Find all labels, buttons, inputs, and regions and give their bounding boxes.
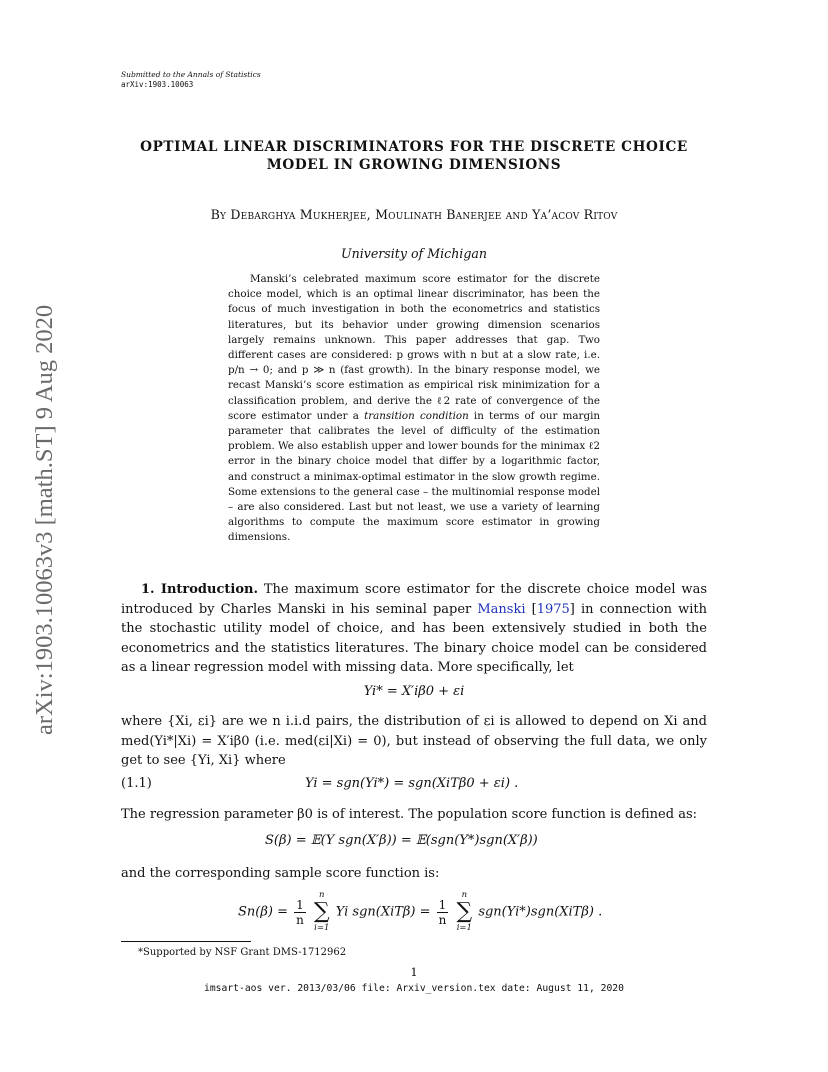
equation-number: (1.1) [121, 776, 152, 791]
intro-text-a: The maximum score estimator for the discrete choice model was introduced by Charles Manski in his seminal paper [121, 582, 707, 617]
fraction-denominator: n [438, 912, 447, 927]
sample-score-term-1: Yi sgn(XiTβ) = [335, 904, 431, 920]
equation-1-1: Yi = sgn(Yi*) = sgn(XiTβ0 + εi) . [305, 776, 519, 791]
paper-title-line-1: OPTIMAL LINEAR DISCRIMINATORS FOR THE DISCRETE CHOICE [140, 139, 688, 155]
page-number: 1 [410, 965, 418, 979]
sum-upper-limit: n [319, 890, 325, 900]
abstract-paragraph [228, 272, 600, 546]
arxiv-identifier [121, 80, 193, 89]
abstract-text-a: Manski’s celebrated maximum score estimator for the discrete choice model, which is an optimal linear discriminator, has been the focus of much investigation in both the econometrics and statistics literatures, but its behavior under growing dimension scenarios largely remains unknown. This paper addresses that gap. Two different cases are considered: p grows with n but at a slow rate, i.e. p/n → 0; and p ≫ n (fast growth). In the binary response model, we recast Manski’s score estimation as empirical risk minimization for a classification problem, and derive the ℓ2 rate of convergence of the score estimator under a [228, 273, 600, 422]
paper-title-line-2: MODEL IN GROWING DIMENSIONS [266, 157, 562, 173]
introduction-paragraph: 1. Introduction. The maximum score estimator for the discrete choice model was introduced by Charles Manski in his seminal paper Manski [1975] in connection with the stochastic utility model of choice, and has been extensively studied in both the econometrics and the statistics literatures. The binary choice model can be considered as a linear regression model with missing data. More specifically, let [121, 582, 707, 675]
funding-footnote: *Supported by NSF Grant DMS-1712962 [138, 947, 347, 958]
intro-text-b: in connection with the stochastic utility model of choice, and has been extensively studied in both the econometrics and the statistics literatures. The binary choice model can be considered as a linear regression model with missing data. More specifically, let [121, 601, 707, 675]
abstract [228, 272, 600, 546]
footer-date: August 11, 2020 [536, 983, 624, 994]
arxiv-id-text: arXiv:1903.10063 [121, 80, 194, 89]
abstract-text-b: in terms of our margin parameter that calibrates the level of difficulty of the estimation problem. We also establish upper and lower bounds for the minimax ℓ2 error in the binary choice model that differ by a logarithmic factor, and construct a minimax-optimal estimator in the slow growth regime. Some extensions to the general case – the multinomial response model – are also considered. Last but not least, we use a variety of learning algorithms to compute the maximum score estimator in growing dimensions. [228, 409, 600, 544]
fraction-one-over-n-second [437, 898, 449, 927]
document-footer [0, 983, 828, 994]
section-heading: 1. Introduction. [141, 582, 258, 597]
author-list: By Debarghya Mukherjee, Moulinath Banerjee and Ya’acov Ritov [210, 207, 618, 222]
submission-note: Submitted to the Annals of Statistics [121, 70, 261, 79]
sample-score-intro: and the corresponding sample score function is: [121, 866, 440, 881]
sum-lower-limit: i=1 [456, 923, 472, 933]
population-score-equation: S(β) = 𝔼(Y sgn(X′β)) = 𝔼(sgn(Y*)sgn(X′β)) [265, 833, 538, 848]
affiliation: University of Michigan [340, 246, 488, 261]
citation-manski-link[interactable]: Manski [477, 601, 526, 617]
fraction-denominator: n [296, 912, 304, 927]
footnote-divider [121, 941, 251, 942]
sample-score-term-2: sgn(Yi*)sgn(XiTβ) . [478, 904, 603, 920]
regression-parameter-paragraph: The regression parameter β0 is of interest. The population score function is defined as: [121, 807, 697, 822]
summation-symbol: n ∑ i=1 [313, 890, 330, 933]
sample-score-lhs: Sn(β) = [238, 904, 288, 920]
abstract-emphasis: transition condition [364, 409, 469, 422]
footer-file-info: imsart-aos ver. 2013/03/06 file: Arxiv_version.tex date: [204, 983, 531, 994]
fraction-one-over-n [294, 898, 306, 927]
latent-equation: Yi* = X′iβ0 + εi [363, 684, 465, 699]
citation-year-link[interactable]: 1975 [536, 601, 570, 617]
fraction-numerator: 1 [296, 897, 304, 912]
arxiv-side-stamp: arXiv:1903.10063v3 [math.ST] 9 Aug 2020 [31, 304, 58, 735]
sum-upper-limit: n [461, 890, 468, 900]
sample-score-equation [238, 890, 602, 938]
model-description-paragraph: where {Xi, εi} are we n i.i.d pairs, the distribution of εi is allowed to depend on Xi and med(Yi*|Xi) = X′iβ0 (i.e. med(εi|Xi) = 0), but instead of observing the full data, we only get to see {Yi, Xi} where [121, 714, 707, 768]
sum-lower-limit: i=1 [314, 923, 330, 933]
fraction-numerator: 1 [438, 897, 447, 912]
summation-symbol-second: n ∑ i=1 [456, 890, 473, 933]
